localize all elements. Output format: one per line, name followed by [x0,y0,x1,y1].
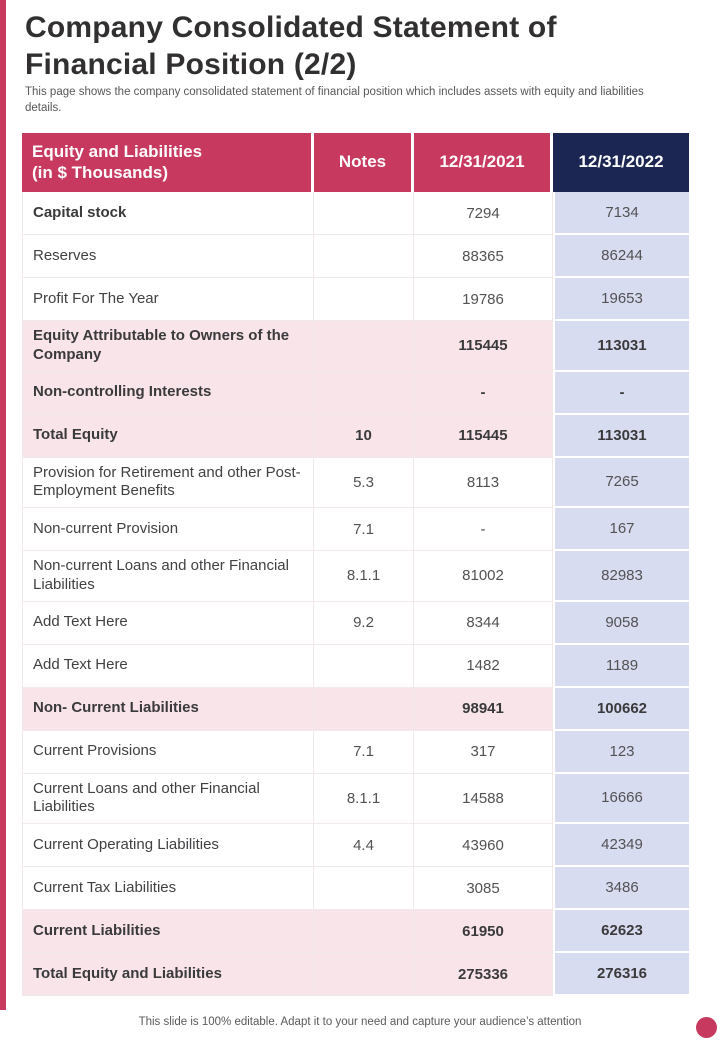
row-value-2022: 276316 [553,953,689,996]
table-body [22,192,689,996]
row-value-2021: 98941 [414,688,553,731]
table-row [22,867,689,910]
row-label: Current Tax Liabilities [22,867,314,910]
corner-dot-decoration [696,1017,717,1038]
row-notes [314,278,414,321]
row-value-2021: 61950 [414,910,553,953]
row-value-2021: 14588 [414,774,553,825]
row-value-2021: 8113 [414,458,553,509]
row-label: Profit For The Year [22,278,314,321]
row-notes: 5.3 [314,458,414,509]
row-notes: 7.1 [314,731,414,774]
row-notes [314,321,414,372]
row-notes [314,235,414,278]
financial-position-table [22,133,689,996]
row-notes: 10 [314,415,414,458]
table-row [22,731,689,774]
row-label: Non-current Provision [22,508,314,551]
row-value-2022: - [553,372,689,415]
row-notes [314,645,414,688]
table-row [22,910,689,953]
row-value-2021: - [414,372,553,415]
row-value-2021: 81002 [414,551,553,602]
row-value-2022: 19653 [553,278,689,321]
row-label: Equity Attributable to Owners of the Company [22,321,314,372]
row-label: Non-current Loans and other Financial Liabilities [22,551,314,602]
table-row [22,953,689,996]
table-row [22,372,689,415]
row-label: Provision for Retirement and other Post- Employment Benefits [22,458,314,509]
header-equity-liabilities-line2: (in $ Thousands) [32,162,168,182]
row-notes: 8.1.1 [314,551,414,602]
row-notes [314,372,414,415]
row-value-2021: 7294 [414,192,553,235]
row-label: Capital stock [22,192,314,235]
page-title-line-1: Company Consolidated Statement of [25,11,557,44]
table-row [22,824,689,867]
table-row [22,551,689,602]
header-date-2022: 12/31/2022 [553,133,689,192]
row-value-2021: 8344 [414,602,553,645]
table-row [22,235,689,278]
row-label: Add Text Here [22,645,314,688]
row-value-2022: 62623 [553,910,689,953]
row-value-2021: 115445 [414,415,553,458]
row-notes: 7.1 [314,508,414,551]
row-label: Add Text Here [22,602,314,645]
row-value-2021: 115445 [414,321,553,372]
row-label: Current Provisions [22,731,314,774]
row-value-2022: 9058 [553,602,689,645]
row-label: Current Operating Liabilities [22,824,314,867]
page-subtitle: This page shows the company consolidated statement of financial position which includes assets with equity and liabilities details. [25,86,644,115]
header-equity-liabilities-line1: Equity and Liabilities [32,142,203,162]
table-row [22,602,689,645]
row-label: Reserves [22,235,314,278]
row-value-2021: 88365 [414,235,553,278]
row-label: Total Equity and Liabilities [22,953,314,996]
row-value-2021: 1482 [414,645,553,688]
row-value-2022: 167 [553,508,689,551]
header-notes: Notes [314,133,414,192]
footer-note: This slide is 100% editable. Adapt it to your need and capture your audience’s attention [138,1016,582,1028]
row-label: Current Loans and other Financial Liabilities [22,774,314,825]
page-title-line-2: Financial Position (2/2) [25,47,357,81]
row-value-2022: 7265 [553,458,689,509]
row-label: Current Liabilities [22,910,314,953]
header-date-2021: 12/31/2021 [414,133,553,192]
row-value-2022: 3486 [553,867,689,910]
row-value-2021: - [414,508,553,551]
accent-left-bar [0,0,6,1010]
table-row [22,508,689,551]
table-row [22,458,689,509]
row-value-2022: 100662 [553,688,689,731]
row-value-2022: 113031 [553,321,689,372]
row-notes: 8.1.1 [314,774,414,825]
row-value-2022: 7134 [553,192,689,235]
header-equity-liabilities [22,133,314,192]
row-notes [314,953,414,996]
row-value-2021: 3085 [414,867,553,910]
row-notes: 9.2 [314,602,414,645]
table-row [22,278,689,321]
row-notes: 4.4 [314,824,414,867]
row-value-2022: 16666 [553,774,689,825]
row-value-2022: 42349 [553,824,689,867]
table-row [22,192,689,235]
table-row [22,321,689,372]
table-row [22,688,689,731]
row-value-2022: 86244 [553,235,689,278]
row-label: Total Equity [22,415,314,458]
row-value-2021: 19786 [414,278,553,321]
row-value-2021: 275336 [414,953,553,996]
row-notes [314,910,414,953]
table-row [22,774,689,825]
row-value-2022: 1189 [553,645,689,688]
row-value-2022: 82983 [553,551,689,602]
row-value-2022: 123 [553,731,689,774]
table-row [22,415,689,458]
row-notes [314,192,414,235]
table-header-row [22,133,689,192]
row-notes [314,867,414,910]
row-label: Non- Current Liabilities [22,688,314,731]
row-notes [314,688,414,731]
row-label: Non-controlling Interests [22,372,314,415]
page-title [25,10,665,83]
table-row [22,645,689,688]
row-value-2021: 317 [414,731,553,774]
row-value-2022: 113031 [553,415,689,458]
row-value-2021: 43960 [414,824,553,867]
